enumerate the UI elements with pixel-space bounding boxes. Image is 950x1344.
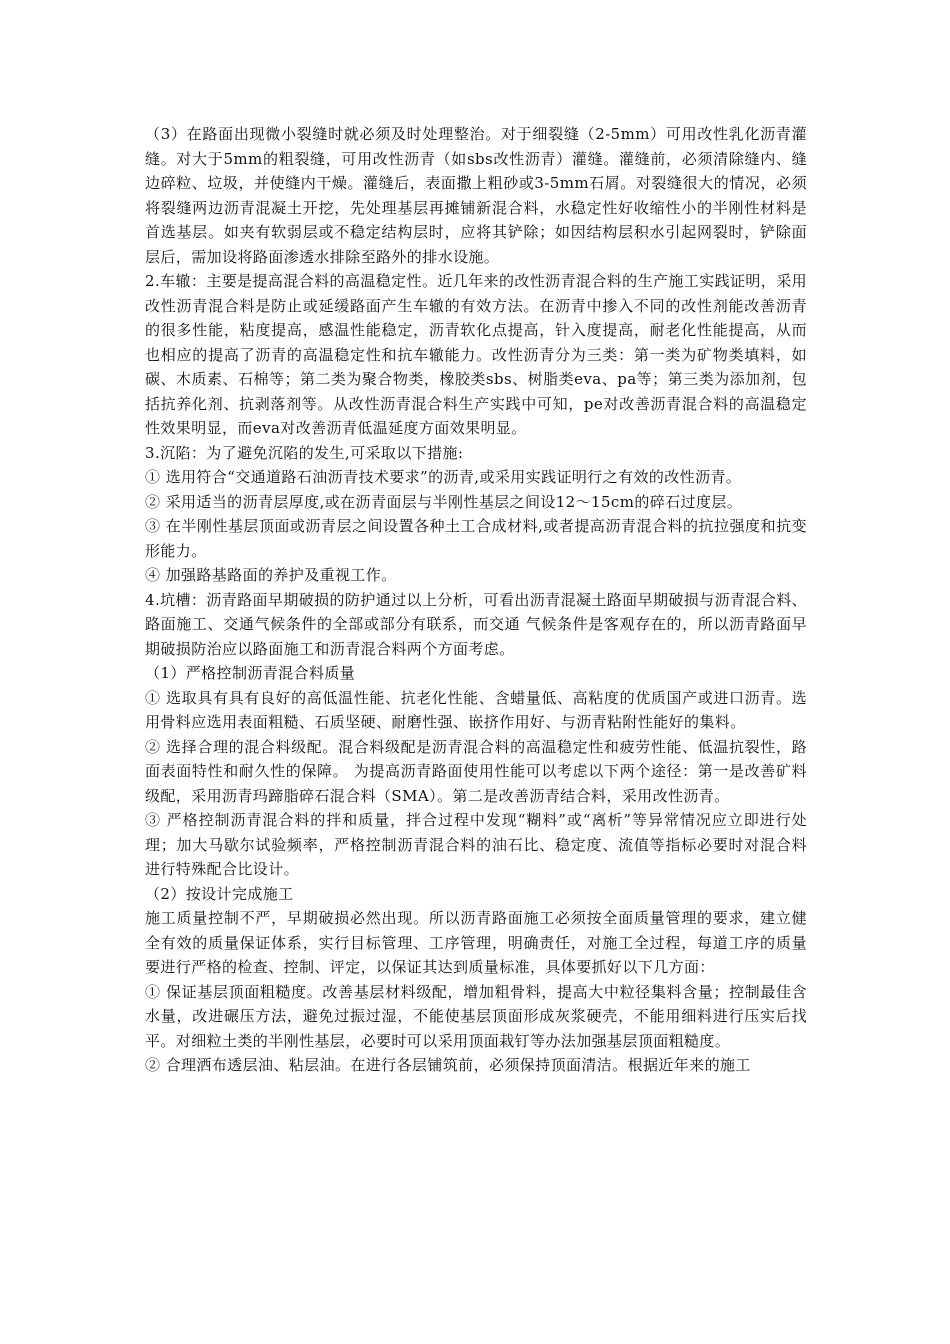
list-item-mix-quality-2: ② 选择合理的混合料级配。混合料级配是沥青混合料的高温稳定性和疲劳性能、低温抗裂性，路面表面特性和耐久性的保障。 为提高沥青路面使用性能可以考虑以下两个途径：第一是改善矿料级配，采用沥青玛蹄脂碎石混合料（SMA）。第二是改善沥青结合料，采用改性沥青。 [145, 737, 807, 805]
list-item-settlement-2: ② 采用适当的沥青层厚度,或在沥青面层与半刚性基层之间设12～15cm的碎石过度层。 [145, 492, 743, 511]
paragraph-potholes: 4.坑槽：沥青路面早期破损的防护通过以上分析，可看出沥青混凝土路面早期破损与沥青混合料、路面施工、交通气候条件的全部或部分有联系，而交通 气候条件是客观存在的，所以沥青路面早期破损防治应以路面施工和沥青混合料两个方面考虑。 [145, 590, 807, 658]
list-item-mix-quality-1: ① 选取具有具有良好的高低温性能、抗老化性能、含蜡量低、高粘度的优质国产或进口沥青。选用骨料应选用表面粗糙、石质坚硬、耐磨性强、嵌挤作用好、与沥青粘附性能好的集料。 [145, 688, 807, 731]
paragraph-crack-treatment: （3）在路面出现微小裂缝时就必须及时处理整治。对于细裂缝（2-5mm）可用改性乳化沥青灌缝。对大于5mm的粗裂缝，可用改性沥青（如sbs改性沥青）灌缝。灌缝前，必须清除缝内、缝边碎粒、垃圾，并使缝内干燥。灌缝后，表面撒上粗砂或3-5mm石屑。对裂缝很大的情况，必须将裂缝两边沥青混凝土开挖，先处理基层再摊铺新混合料，水稳定性好收缩性小的半刚性材料是首选基层。如夹有软弱层或不稳定结构层时，应将其铲除；如因结构层积水引起网裂时，铲除面层后，需加设将路面渗透水排除至路外的排水设施。 [145, 125, 807, 266]
list-item-construction-2: ② 合理洒布透层油、粘层油。在进行各层铺筑前，必须保持顶面清洁。根据近年来的施工 [145, 1056, 751, 1074]
document-body [145, 122, 807, 1078]
subheading-mix-quality: （1）严格控制沥青混合料质量 [145, 664, 356, 682]
list-item-construction-1: ① 保证基层顶面粗糙度。改善基层材料级配，增加粗骨料，提高大中粒径集料含量；控制最佳含水量，改进碾压方法，避免过振过湿，不能使基层顶面形成灰浆硬壳，不能用细料进行压实后找平。对细粒土类的半刚性基层，必要时可以采用顶面栽钉等办法加强基层顶面粗糙度。 [145, 982, 807, 1050]
paragraph-construction-quality: 施工质量控制不严，早期破损必然出现。所以沥青路面施工必须按全面质量管理的要求，建立健全有效的质量保证体系，实行目标管理、工序管理，明确责任，对施工全过程，每道工序的质量要进行严格的检查、控制、评定，以保证其达到质量标准，具体要抓好以下几方面： [145, 909, 807, 976]
list-item-mix-quality-3: ③ 严格控制沥青混合料的拌和质量，拌合过程中发现“糊料”或“离析”等异常情况应立即进行处理；加大马歇尔试验频率，严格控制沥青混合料的油石比、稳定度、流值等指标必要时对混合料进行特殊配合比设计。 [145, 811, 807, 878]
subheading-construction: （2）按设计完成施工 [145, 884, 294, 903]
list-item-settlement-1: ① 选用符合“交通道路石油沥青技术要求”的沥青,或采用实践证明行之有效的改性沥青。 [145, 468, 742, 486]
paragraph-rutting: 2.车辙：主要是提高混合料的高温稳定性。近几年来的改性沥青混合料的生产施工实践证明，采用改性沥青混合料是防止或延缓路面产生车辙的有效方法。在沥青中掺入不同的改性剂能改善沥青的很多性能，粘度提高，感温性能稳定，沥青软化点提高，针入度提高，耐老化性能提高，从而也相应的提高了沥青的高温稳定性和抗车辙能力。改性沥青分为三类：第一类为矿物类填料，如碳、木质素、石棉等；第二类为聚合物类，橡胶类sbs、树脂类eva、pa等；第三类为添加剂，包括抗养化剂、抗剥落剂等。从改性沥青混合料生产实践中可知，pe对改善沥青混合料的高温稳定性效果明显，而eva对改善沥青低温延度方面效果明显。 [145, 272, 807, 437]
paragraph-settlement-heading: 3.沉陷：为了避免沉陷的发生,可采取以下措施: [145, 443, 464, 462]
list-item-settlement-3: ③ 在半刚性基层顶面或沥青层之间设置各种土工合成材料,或者提高沥青混合料的抗拉强度和抗变形能力。 [145, 517, 807, 560]
list-item-settlement-4: ④ 加强路基路面的养护及重视工作。 [145, 566, 397, 584]
